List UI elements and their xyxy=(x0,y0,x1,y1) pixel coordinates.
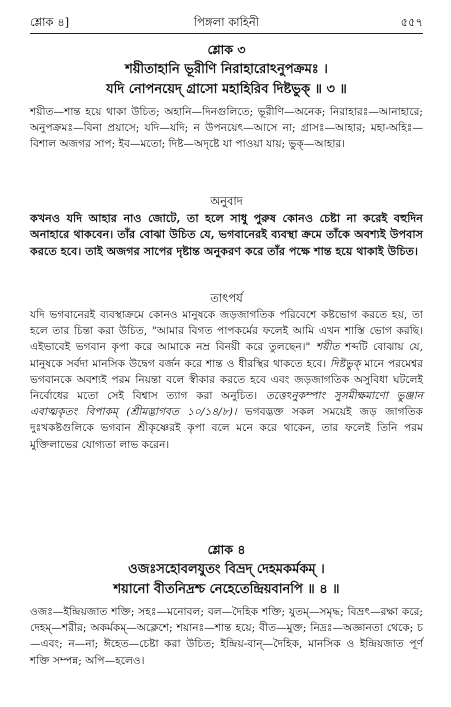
purport-text-2: শব্দটি বোঝায় যে, মানুষকে সর্বদা মানসিক উদ্বেগ বর্জন করে শান্ত ও ধীরস্থির থাকতে হবে। xyxy=(30,341,423,370)
purport-reference: (শ্রীমদ্ভাগবত ১০/১৪/৮)। xyxy=(126,406,237,419)
verse4-title: শ্লোক ৪ xyxy=(207,542,246,557)
verse3-purport-title: তাৎপর্য xyxy=(210,291,243,305)
purport-text-4: ভগবদ্ভক্ত সকল সময়েই জড় জাগতিক দুঃখকষ্টগুলিকে ভগবান শ্রীকৃষ্ণেরই কৃপা বলে মনে করে থাকেন, তার ফলেই তিনি পরম মুক্তিলাভের যোগ্যতা লাভ করেন। xyxy=(30,406,423,451)
verse3-purport xyxy=(30,307,423,453)
verse3-synonyms: শয়ীত—শান্ত হয়ে থাকা উচিত; অহানি—দিনগুলিতে; ভূরীণি—অনেক; নিরাহারঃ—আনাহারে; অনুপক্রমঃ—বিনা প্রয়াসে; যদি—যদি; ন উপনয়েৎ—আসে না; গ্রাসঃ—আহার; মহা-অহিঃ—বিশাল অজগর সাপ; ইব—মতো; দিষ্ট—অদৃষ্টে যা পাওয়া যায়; ভুক্—আহার। xyxy=(30,106,423,151)
verse3-title: শ্লোক ৩ xyxy=(207,42,246,57)
header-rule xyxy=(30,33,423,34)
purport-term-shayita: শয়ীত xyxy=(315,341,340,354)
verse3-line1: শয়ীতাহানি ভূরীণি নিরাহারোঽনুপক্রমঃ । xyxy=(125,62,328,77)
purport-text-3: মানে পরমেশ্বর ভগবানকে অবশ্যই পরম নিয়ন্তা বলে স্বীকার করতে হবে এবং জড়জাগতিক অসুবিধা ঘটলেই নির্বোধের মতো সেই বিশ্বাস ত্যাগ করা অনুচিত। xyxy=(30,357,423,403)
verse4-line2: শয়ানো বীতনিদ্রশ্চ নেহেতেন্দ্রিয়বানপি ॥ ৪ ॥ xyxy=(113,582,340,597)
header-verse-ref: শ্লোক ৪] xyxy=(30,15,70,29)
header-page-number: ৫৫৭ xyxy=(400,15,423,29)
purport-text-1: যদি ভগবানেরই ব্যবস্থাক্রমে কোনও মানুষকে জড়জাগতিক পরিবেশে কষ্টভোগ করতে হয়, তা হলে তার চিন্তা করা উচিত, "আমার বিগত পাপকর্মের ফলেই আমি এখন শাস্তি ভোগ করছি। এইভাবেই ভগবান কৃপা করে আমাকে নম্র বিনয়ী করে তুলছেন।" xyxy=(30,309,423,354)
verse4-synonyms: ওজঃ—ইন্দ্রিয়জাত শক্তি; সহঃ—মনোবল; বল—দৈহিক শক্তি; যুতম্—সমৃদ্ধ; বিভ্রৎ—রক্ষা করে; দেহম্—শরীর; অকর্মকম্—অক্লেশে; শয়ানঃ—শান্ত হয়ে; বীত—মুক্ত; নিদ্রঃ—অজ্ঞানতা থেকে; চ—এবং; ন—না; ঈহেত—চেষ্টা করা উচিত; ইন্দ্রিয়-বান্—দৈহিক, মানসিক ও ইন্দ্রিয়জাত পূর্ণ শক্তি সম্পন্ন; অপি—হলেও। xyxy=(30,606,423,667)
header-chapter-title: পিঙ্গলা কাহিনী xyxy=(193,15,260,29)
verse4-line1: ওজঃসহোবলযুতং বিভ্রদ্ দেহমকর্মকম্ । xyxy=(128,562,325,577)
verse3-translation-title: অনুবাদ xyxy=(210,194,243,208)
verse3-translation: কখনও যদি আহার নাও জোটে, তা হলে সাধু পুরুষ কোনও চেষ্টা না করেই বহুদিন অনাহারে থাকবেন। তাঁর বোঝা উচিত যে, ভগবানেরই ব্যবস্থা ক্রমে তাঁকে অবশ্যই উপবাস করতে হবে। তাই অজগর সাপের দৃষ্টান্ত অনুকরণ করে তাঁর পক্ষে শান্ত হয়ে থাকাই উচিত। xyxy=(30,211,423,258)
verse3-line2: যদি নোপনয়েদ্ গ্রাসো মহাহিরিব দিষ্টভুক্ ॥ ৩ ॥ xyxy=(106,82,347,97)
purport-term-dishtabhuk: দিষ্টভুক্ xyxy=(330,357,361,370)
purport-quote: তত্তেঽনুকম্পাং সুসমীক্ষমাণো ভুঞ্জান এবাত্মকৃতং বিপাকম্ xyxy=(30,390,423,419)
running-header xyxy=(30,14,423,32)
